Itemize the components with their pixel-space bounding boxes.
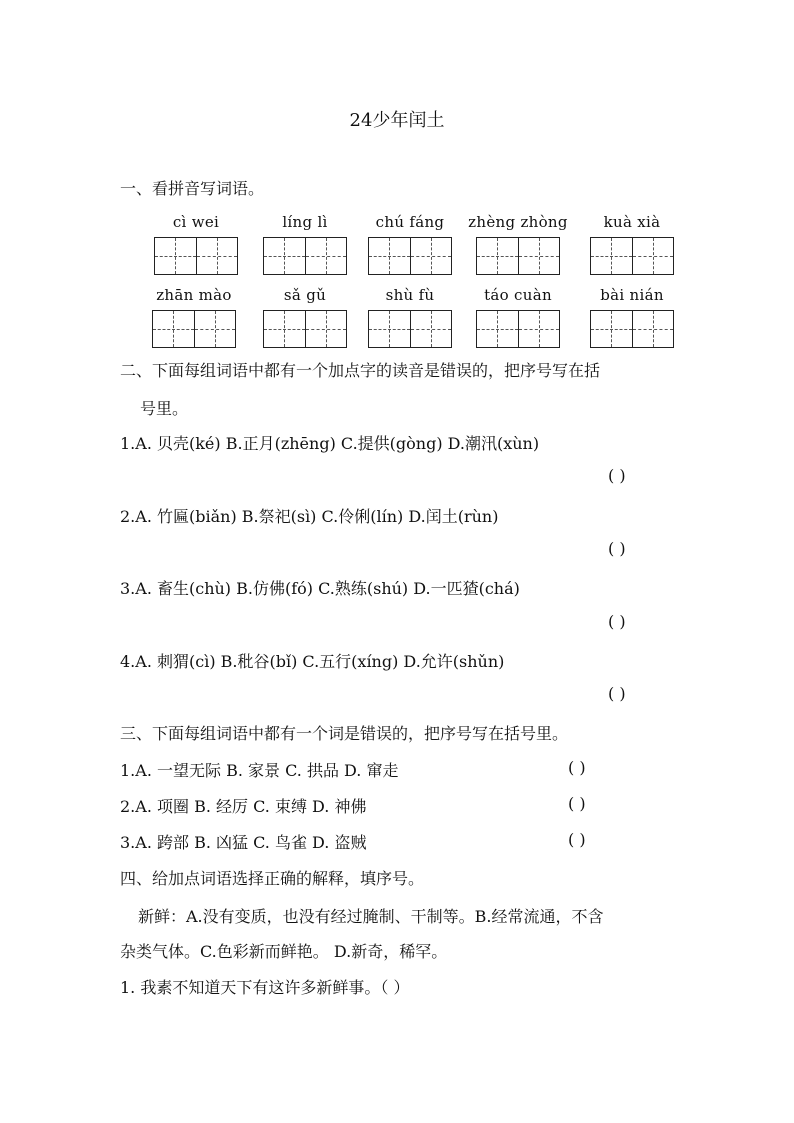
s3-answer-2[interactable]: ( ) bbox=[568, 794, 586, 813]
writing-grid[interactable] bbox=[263, 237, 347, 275]
writing-cell[interactable] bbox=[410, 238, 452, 274]
definition-line-1: 新鲜：A.没有变质，也没有经过腌制、干制等。B.经常流通，不含 bbox=[138, 907, 604, 926]
section-4-heading: 四、给加点词语选择正确的解释，填序号。 bbox=[120, 869, 425, 888]
pinyin-label: chú fáng bbox=[375, 213, 445, 231]
writing-cell[interactable] bbox=[264, 238, 305, 274]
section-2-heading-line-2: 号里。 bbox=[140, 399, 189, 418]
writing-cell[interactable] bbox=[477, 311, 518, 347]
writing-cell[interactable] bbox=[196, 238, 238, 274]
writing-cell[interactable] bbox=[155, 238, 196, 274]
writing-cell[interactable] bbox=[305, 311, 347, 347]
page-title: 24少年闰土 bbox=[349, 110, 445, 131]
writing-grid[interactable] bbox=[368, 237, 452, 275]
s4-question-1: 1. 我素不知道天下有这许多新鲜事。（ ） bbox=[120, 978, 410, 997]
writing-cell[interactable] bbox=[591, 311, 632, 347]
pinyin-label: zhèng zhòng bbox=[468, 213, 568, 231]
s2-question-1: 1.A. 贝壳(ké) B.正月(zhēng) C.提供(gòng) D.潮汛(xùn) bbox=[120, 434, 540, 453]
s2-answer-4[interactable]: ( ) bbox=[608, 684, 626, 703]
s3-answer-3[interactable]: ( ) bbox=[568, 830, 586, 849]
writing-grid[interactable] bbox=[590, 310, 674, 348]
writing-cell[interactable] bbox=[305, 238, 347, 274]
writing-grid[interactable] bbox=[476, 310, 560, 348]
writing-cell[interactable] bbox=[477, 238, 518, 274]
s2-answer-1[interactable]: ( ) bbox=[608, 466, 626, 485]
writing-cell[interactable] bbox=[410, 311, 452, 347]
pinyin-label: bài nián bbox=[600, 286, 664, 304]
writing-grid[interactable] bbox=[368, 310, 452, 348]
section-3-heading: 三、下面每组词语中都有一个词是错误的，把序号写在括号里。 bbox=[120, 724, 569, 743]
writing-grid[interactable] bbox=[263, 310, 347, 348]
section-2-heading-line-1: 二、下面每组词语中都有一个加点字的读音是错误的，把序号写在括 bbox=[120, 361, 601, 380]
s3-question-1: 1.A. 一望无际 B. 家景 C. 拱品 D. 窜走 bbox=[120, 761, 399, 780]
pinyin-label: líng lì bbox=[282, 213, 328, 231]
section-1-heading: 一、看拼音写词语。 bbox=[120, 179, 265, 198]
writing-grid[interactable] bbox=[590, 237, 674, 275]
writing-cell[interactable] bbox=[518, 238, 560, 274]
s3-answer-1[interactable]: ( ) bbox=[568, 758, 586, 777]
s2-question-4: 4.A. 刺猬(cì) B.秕谷(bǐ) C.五行(xíng) D.允许(shǔn) bbox=[120, 652, 505, 671]
writing-cell[interactable] bbox=[369, 238, 410, 274]
writing-cell[interactable] bbox=[632, 311, 674, 347]
s3-question-3: 3.A. 跨部 B. 凶猛 C. 鸟雀 D. 盗贼 bbox=[120, 833, 367, 852]
writing-cell[interactable] bbox=[194, 311, 236, 347]
writing-cell[interactable] bbox=[518, 311, 560, 347]
writing-grid[interactable] bbox=[154, 237, 238, 275]
writing-cell[interactable] bbox=[264, 311, 305, 347]
pinyin-label: kuà xià bbox=[603, 213, 661, 231]
writing-cell[interactable] bbox=[591, 238, 632, 274]
pinyin-label: zhān mào bbox=[156, 286, 232, 304]
writing-cell[interactable] bbox=[153, 311, 194, 347]
writing-grid[interactable] bbox=[476, 237, 560, 275]
s2-question-3: 3.A. 畜生(chù) B.仿佛(fó) C.熟练(shú) D.一匹猹(chá) bbox=[120, 579, 520, 598]
s2-answer-3[interactable]: ( ) bbox=[608, 612, 626, 631]
writing-cell[interactable] bbox=[632, 238, 674, 274]
pinyin-label: sǎ gǔ bbox=[283, 286, 327, 304]
definition-line-2: 杂类气体。C.色彩新而鲜艳。 D.新奇，稀罕。 bbox=[120, 942, 448, 961]
pinyin-label: cì wei bbox=[172, 213, 220, 231]
s2-answer-2[interactable]: ( ) bbox=[608, 539, 626, 558]
s2-question-2: 2.A. 竹匾(biǎn) B.祭祀(sì) C.伶俐(lín) D.闰土(rùn) bbox=[120, 507, 499, 526]
writing-cell[interactable] bbox=[369, 311, 410, 347]
writing-grid[interactable] bbox=[152, 310, 236, 348]
pinyin-label: táo cuàn bbox=[484, 286, 552, 304]
s3-question-2: 2.A. 项圈 B. 经厉 C. 束缚 D. 神佛 bbox=[120, 797, 367, 816]
pinyin-label: shù fù bbox=[385, 286, 435, 304]
